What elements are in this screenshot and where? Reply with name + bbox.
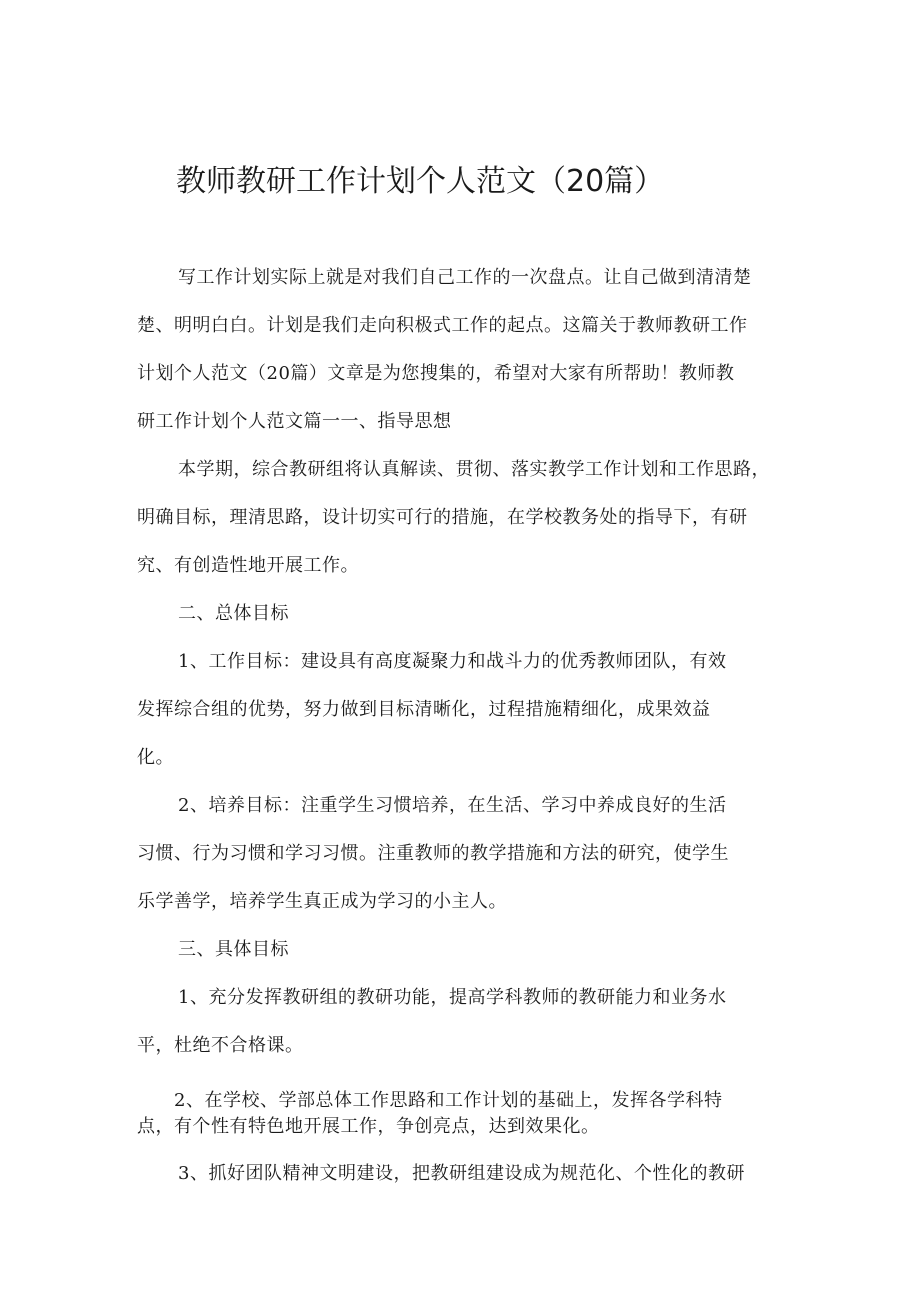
paragraph-line: 计划个人范文（20篇）文章是为您搜集的，希望对大家有所帮助！教师教 [137, 363, 735, 384]
paragraph-line: 2、培养目标：注重学生习惯培养，在生活、学习中养成良好的生活 [178, 795, 727, 816]
paragraph-line: 乐学善学，培养学生真正成为学习的小主人。 [137, 891, 507, 912]
paragraph-line: 化。 [137, 747, 174, 768]
paragraph-line: 明确目标，理清思路，设计切实可行的措施，在学校教务处的指导下，有研 [137, 507, 748, 528]
paragraph-line: 习惯、行为习惯和学习习惯。注重教师的教学措施和方法的研究，使学生 [137, 843, 729, 864]
document-title: 教师教研工作计划个人范文（20篇） [176, 164, 665, 199]
paragraph-line: 究、有创造性地开展工作。 [137, 555, 359, 576]
paragraph-line: 研工作计划个人范文篇一一、指导思想 [137, 411, 452, 432]
paragraph-line: 2、在学校、学部总体工作思路和工作计划的基础上，发挥各学科特 [174, 1090, 723, 1111]
paragraph-line: 发挥综合组的优势，努力做到目标清晰化，过程措施精细化，成果效益 [137, 699, 711, 720]
paragraph-line: 3、抓好团队精神文明建设，把教研组建设成为规范化、个性化的教研 [178, 1163, 745, 1184]
paragraph-line: 点，有个性有特色地开展工作，争创亮点，达到效果化。 [137, 1116, 600, 1137]
paragraph-line: 写工作计划实际上就是对我们自己工作的一次盘点。让自己做到清清楚 [178, 267, 752, 288]
paragraph-line: 楚、明明白白。计划是我们走向积极式工作的起点。这篇关于教师教研工作 [137, 315, 748, 336]
paragraph-line: 1、工作目标：建设具有高度凝聚力和战斗力的优秀教师团队，有效 [178, 651, 727, 672]
paragraph-line: 本学期，综合教研组将认真解读、贯彻、落实教学工作计划和工作思路， [178, 459, 770, 480]
paragraph-line: 1、充分发挥教研组的教研功能，提高学科教师的教研能力和业务水 [178, 987, 727, 1008]
section-heading: 三、具体目标 [178, 939, 289, 960]
paragraph-line: 平，杜绝不合格课。 [137, 1035, 304, 1056]
section-heading: 二、总体目标 [178, 603, 289, 624]
